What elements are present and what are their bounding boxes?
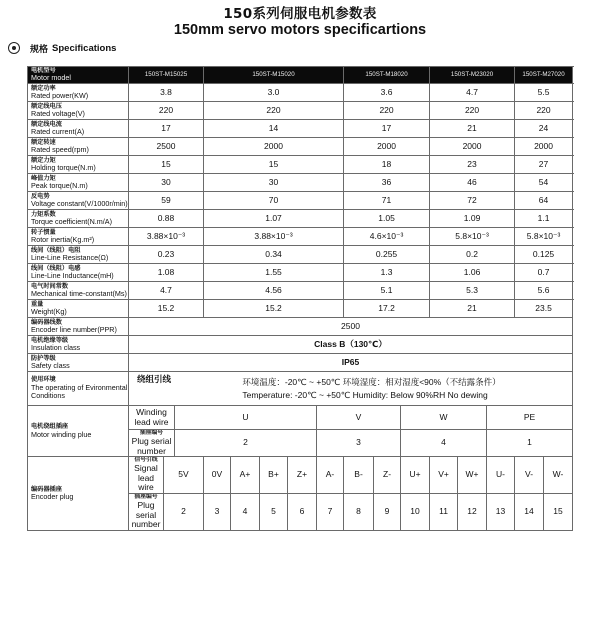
row-value: 64 <box>515 192 573 210</box>
encoder-pin-number: 9 <box>374 494 401 531</box>
header-label-cn: 电机型号 <box>31 67 56 74</box>
table-header-row <box>28 67 573 84</box>
row-value: 2000 <box>515 138 573 156</box>
table-row <box>28 174 573 192</box>
row-value: 4.56 <box>204 282 344 300</box>
row-label-en: Insulation class <box>31 342 81 352</box>
row-value: 15.2 <box>129 300 204 318</box>
model-name: 150ST-M15020 <box>204 67 344 84</box>
row-value: 17 <box>129 120 204 138</box>
section-label-english: Specifications <box>52 42 117 54</box>
row-value: 17.2 <box>344 300 430 318</box>
row-label-cn: 峰值力矩 <box>31 174 56 182</box>
row-value: 2500 <box>129 138 204 156</box>
operating-line-cn: 环境温度：-20℃ ~ +50℃ 环境湿度：相对湿度<90%（不结露条件） <box>242 377 501 388</box>
winding-label-cn: 电机绕组插座 <box>31 423 69 431</box>
table-row <box>28 102 573 120</box>
row-label <box>28 192 129 210</box>
row-label-cn: 额定线电压 <box>31 102 62 110</box>
encoder-signal: 5V <box>164 457 204 494</box>
row-label-en: Rated current(A) <box>31 126 85 136</box>
row-value: 2000 <box>204 138 344 156</box>
header-label-cell <box>28 67 129 84</box>
winding-lead: U <box>175 406 317 430</box>
row-value: 1.1 <box>515 210 573 228</box>
row-value: 1.08 <box>129 264 204 282</box>
row-value: 46 <box>430 174 515 192</box>
row-label <box>28 120 129 138</box>
row-value: 5.8×10⁻³ <box>515 228 573 246</box>
section-heading <box>8 41 116 55</box>
winding-lead-row <box>28 406 573 430</box>
encoder-label <box>28 457 129 531</box>
row-label-cn: 线间（线阻）电感 <box>31 264 81 272</box>
row-value: 4.7 <box>129 282 204 300</box>
model-name: 150ST-M15025 <box>129 67 204 84</box>
row-label-en: Safety class <box>31 360 70 370</box>
row-value: 70 <box>204 192 344 210</box>
encoder-signal: B- <box>344 457 374 494</box>
encoder-pin-number: 15 <box>544 494 573 531</box>
target-bullet-icon <box>8 42 20 54</box>
row-label <box>28 318 129 336</box>
encoder-signal: 0V <box>204 457 231 494</box>
table-row <box>28 336 573 354</box>
table-row <box>28 354 573 372</box>
row-value: 15 <box>129 156 204 174</box>
encoder-signal: A- <box>317 457 344 494</box>
row-label-en: Rated power(KW) <box>31 90 89 100</box>
row-value: 0.7 <box>515 264 573 282</box>
table-row <box>28 120 573 138</box>
operating-label-en: The operating of Evironmental Conditions <box>31 382 128 401</box>
encoder-pin-number: 3 <box>204 494 231 531</box>
operating-label <box>28 372 129 406</box>
table-row <box>28 282 573 300</box>
operating-conditions-row <box>28 372 573 406</box>
header-label-en: Motor model <box>31 73 71 83</box>
row-label-cn: 额定功率 <box>31 84 56 92</box>
row-value: 54 <box>515 174 573 192</box>
table-row <box>28 210 573 228</box>
row-value: 0.2 <box>430 246 515 264</box>
row-value: 21 <box>430 300 515 318</box>
row-value: 220 <box>430 102 515 120</box>
encoder-label-cn: 编码器插座 <box>31 485 62 493</box>
winding-lead: V <box>317 406 401 430</box>
row-value: 14 <box>204 120 344 138</box>
encoder-signal-row <box>28 457 573 494</box>
row-value: 1.09 <box>430 210 515 228</box>
table-row <box>28 84 573 102</box>
row-value: 4.7 <box>430 84 515 102</box>
row-value: 4.6×10⁻³ <box>344 228 430 246</box>
title-chinese: 150系列伺服电机参数表 <box>223 6 377 22</box>
row-label <box>28 354 129 372</box>
row-label-cn: 电气时间常数 <box>31 282 69 290</box>
spanning-value: 2500 <box>129 318 573 336</box>
row-value: 5.3 <box>430 282 515 300</box>
table-row <box>28 228 573 246</box>
row-value: 59 <box>129 192 204 210</box>
row-value: 0.23 <box>129 246 204 264</box>
row-label-en: Mechanical time-constant(Ms) <box>31 288 127 298</box>
winding-label <box>28 406 129 457</box>
model-name: 150ST-M18020 <box>344 67 430 84</box>
table-row <box>28 318 573 336</box>
operating-label-cn: 使用环境 <box>31 376 56 384</box>
row-value: 0.255 <box>344 246 430 264</box>
table-row <box>28 246 573 264</box>
row-label <box>28 336 129 354</box>
row-label-en: Rated voltage(V) <box>31 108 85 118</box>
model-name: 150ST-M27020 <box>515 67 573 84</box>
row-value: 2000 <box>430 138 515 156</box>
encoder-pin-number: 10 <box>401 494 430 531</box>
winding-label-en: Motor winding plue <box>31 429 92 439</box>
spanning-value: IP65 <box>129 354 573 372</box>
row-label-cn: 反电势 <box>31 192 50 200</box>
row-value: 5.6 <box>515 282 573 300</box>
row-value: 17 <box>344 120 430 138</box>
encoder-signal-label <box>129 457 164 494</box>
encoder-signal: V- <box>515 457 544 494</box>
row-value: 220 <box>515 102 573 120</box>
row-label <box>28 300 129 318</box>
operating-line-en: Temperature: -20℃ ~ +50℃ Humidity: Below 90%RH No dewing <box>242 389 488 400</box>
encoder-signal: Z+ <box>288 457 317 494</box>
encoder-pin-number: 4 <box>231 494 260 531</box>
row-label <box>28 228 129 246</box>
row-label-en: Weight(Kg) <box>31 306 67 316</box>
row-value: 15.2 <box>204 300 344 318</box>
encoder-signal: Z- <box>374 457 401 494</box>
row-label-en: Rated speed(rpm) <box>31 144 89 154</box>
encoder-signal: U- <box>487 457 515 494</box>
encoder-pin-number: 8 <box>344 494 374 531</box>
encoder-pin-number: 2 <box>164 494 204 531</box>
encoder-signal: U+ <box>401 457 430 494</box>
encoder-label-en: Encoder plug <box>31 492 74 502</box>
row-value: 72 <box>430 192 515 210</box>
operating-values <box>242 376 500 401</box>
row-label-cn: 额定线电流 <box>31 120 62 128</box>
row-label-en: Line-Line Resistance(Ω) <box>31 252 109 262</box>
winding-number: 3 <box>317 430 401 457</box>
row-value: 1.07 <box>204 210 344 228</box>
row-label <box>28 246 129 264</box>
row-value: 1.06 <box>430 264 515 282</box>
row-value: 3.88×10⁻³ <box>129 228 204 246</box>
row-value: 2000 <box>344 138 430 156</box>
section-label-chinese: 规格 <box>30 44 49 55</box>
encoder-pin-number: 7 <box>317 494 344 531</box>
spanning-value: Class B（130℃） <box>129 336 573 354</box>
encoder-plug-label-cn: 插座编号 <box>134 494 158 501</box>
row-value: 220 <box>344 102 430 120</box>
row-value: 24 <box>515 120 573 138</box>
winding-plug-label-en: Plug serial number <box>131 435 172 456</box>
encoder-pin-number: 14 <box>515 494 544 531</box>
row-label-cn: 重量 <box>31 300 44 308</box>
encoder-pin-number: 5 <box>260 494 288 531</box>
row-value: 1.3 <box>344 264 430 282</box>
encoder-pin-number: 13 <box>487 494 515 531</box>
model-name: 150ST-M23020 <box>430 67 515 84</box>
encoder-pin-number: 12 <box>458 494 487 531</box>
row-value: 23.5 <box>515 300 573 318</box>
row-value: 5.1 <box>344 282 430 300</box>
encoder-plug-label-en: Plug serial number <box>131 499 161 530</box>
row-label-en: Voltage constant(V/1000r/min) <box>31 198 128 208</box>
row-value: 1.55 <box>204 264 344 282</box>
row-label <box>28 102 129 120</box>
winding-number: 4 <box>401 430 487 457</box>
row-value: 220 <box>129 102 204 120</box>
encoder-pin-number: 6 <box>288 494 317 531</box>
row-value: 3.0 <box>204 84 344 102</box>
row-value: 36 <box>344 174 430 192</box>
row-label-en: Rotor inertia(Kg.m²) <box>31 234 95 244</box>
title-english: 150mm servo motors specificartions <box>173 22 427 38</box>
row-value: 5.8×10⁻³ <box>430 228 515 246</box>
table-row <box>28 156 573 174</box>
row-value: 21 <box>430 120 515 138</box>
row-label <box>28 282 129 300</box>
row-label-cn: 线间（线阻）电阻 <box>31 246 81 254</box>
row-value: 3.8 <box>129 84 204 102</box>
row-label-en: Peak torque(N.m) <box>31 180 88 190</box>
row-label-cn: 编码器线数 <box>31 318 62 326</box>
row-label-cn: 电机绝缘等级 <box>31 336 69 344</box>
row-label <box>28 84 129 102</box>
row-label <box>28 210 129 228</box>
encoder-signal: W+ <box>458 457 487 494</box>
encoder-pin-number: 11 <box>430 494 458 531</box>
encoder-signal-label-cn: 信号引线 <box>134 457 158 464</box>
encoder-signal: W- <box>544 457 573 494</box>
table-row <box>28 192 573 210</box>
row-label-en: Line-Line Inductance(mH) <box>31 270 114 280</box>
row-label-cn: 额定力矩 <box>31 156 56 164</box>
operating-conditions-value <box>129 372 573 406</box>
row-label <box>28 156 129 174</box>
row-value: 30 <box>204 174 344 192</box>
operating-sub-label: 绕组引线 <box>137 375 172 386</box>
encoder-signal: A+ <box>231 457 260 494</box>
row-value: 30 <box>129 174 204 192</box>
winding-number: 2 <box>175 430 317 457</box>
row-label <box>28 174 129 192</box>
winding-lead: PE <box>487 406 573 430</box>
table-row <box>28 300 573 318</box>
row-label <box>28 138 129 156</box>
row-value: 15 <box>204 156 344 174</box>
row-label <box>28 264 129 282</box>
row-label-cn: 转子惯量 <box>31 228 56 236</box>
row-value: 220 <box>204 102 344 120</box>
row-value: 1.05 <box>344 210 430 228</box>
winding-plug-label-cn: 插座编号 <box>139 430 164 437</box>
row-value: 0.125 <box>515 246 573 264</box>
row-label-cn: 额定转速 <box>31 138 56 146</box>
row-value: 71 <box>344 192 430 210</box>
specifications-table <box>27 66 573 531</box>
table-row <box>28 264 573 282</box>
row-value: 23 <box>430 156 515 174</box>
row-label-en: Holding torque(N.m) <box>31 162 96 172</box>
winding-number: 1 <box>487 430 573 457</box>
row-value: 18 <box>344 156 430 174</box>
encoder-signal: B+ <box>260 457 288 494</box>
encoder-signal-label-en: Signal lead wire <box>134 462 158 493</box>
encoder-plug-label <box>129 494 164 531</box>
table-row <box>28 138 573 156</box>
row-value: 0.88 <box>129 210 204 228</box>
row-value: 5.5 <box>515 84 573 102</box>
row-value: 0.34 <box>204 246 344 264</box>
row-value: 3.88×10⁻³ <box>204 228 344 246</box>
row-label-en: Torque coefficient(N.m/A) <box>31 216 112 226</box>
row-label-cn: 力矩系数 <box>31 210 56 218</box>
row-value: 27 <box>515 156 573 174</box>
row-label-cn: 防护等级 <box>31 354 56 362</box>
winding-lead: W <box>401 406 487 430</box>
row-value: 3.6 <box>344 84 430 102</box>
row-label-en: Encoder line number(PPR) <box>31 324 117 334</box>
winding-plug-label <box>129 430 175 457</box>
winding-lead-label: Winding lead wire <box>129 406 175 430</box>
encoder-signal: V+ <box>430 457 458 494</box>
